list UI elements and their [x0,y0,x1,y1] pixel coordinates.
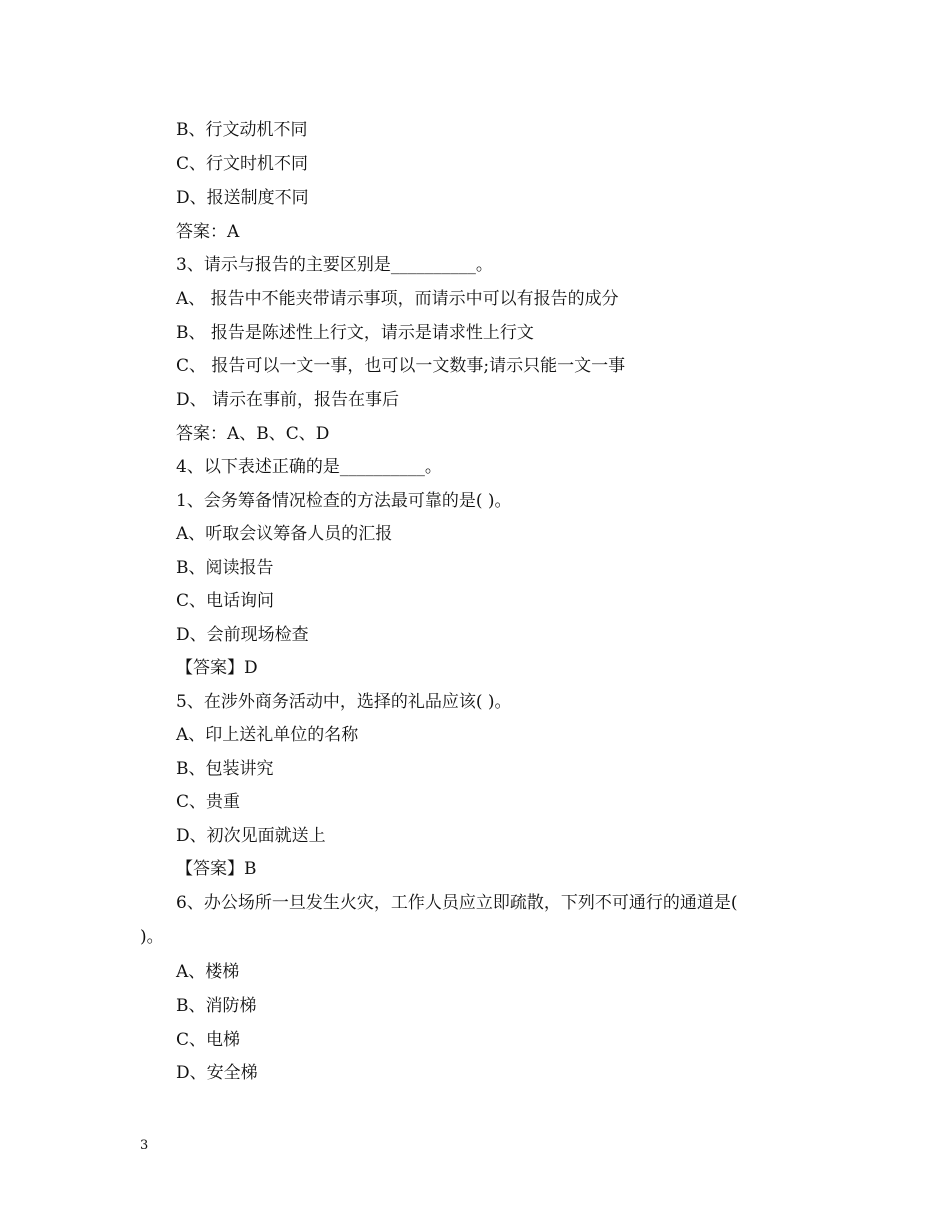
option-b: B、阅读报告 [176,558,274,578]
question-5: 5、在涉外商务活动中，选择的礼品应该( )。 [176,692,512,712]
option-b: B、 报告是陈述性上行文，请示是请求性上行文 [176,323,534,343]
option-a: A、 报告中不能夹带请示事项，而请示中可以有报告的成分 [176,289,619,309]
question-6-continued: )。 [140,927,164,947]
option-c: C、行文时机不同 [176,154,309,174]
option-c: C、电话询问 [176,591,275,611]
option-d: D、初次见面就送上 [176,826,326,846]
option-a: A、听取会议筹备人员的汇报 [176,524,393,544]
option-a: A、印上送礼单位的名称 [176,725,359,745]
option-c: C、 报告可以一文一事，也可以一文数事;请示只能一文一事 [176,356,626,376]
answer-line: 【答案】B [176,859,257,879]
option-d: D、 请示在事前，报告在事后 [176,390,400,410]
option-c: C、贵重 [176,792,241,812]
question-1: 1、会务筹备情况检查的方法最可靠的是( )。 [176,491,512,511]
answer-line: 【答案】D [176,658,258,678]
option-b: B、包装讲究 [176,759,274,779]
answer-line: 答案：A [176,222,240,242]
question-6: 6、办公场所一旦发生火灾，工作人员应立即疏散，下列不可通行的通道是( [176,893,738,913]
option-b: B、消防梯 [176,996,257,1016]
page-number: 3 [140,1138,149,1153]
option-b: B、行文动机不同 [176,120,308,140]
option-d: D、安全梯 [176,1063,258,1083]
option-d: D、报送制度不同 [176,188,309,208]
option-d: D、会前现场检查 [176,625,309,645]
answer-line: 答案：A、B、C、D [176,424,330,444]
option-a: A、楼梯 [176,962,240,982]
question-3: 3、请示与报告的主要区别是__________。 [176,255,493,275]
question-4: 4、以下表述正确的是__________。 [176,457,442,477]
option-c: C、电梯 [176,1030,241,1050]
